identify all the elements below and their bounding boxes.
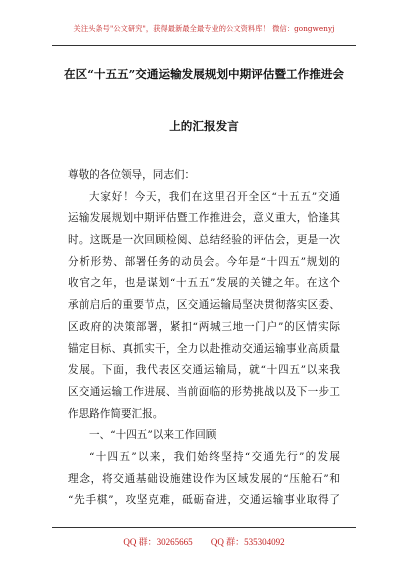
body-line: “先手棋”，攻坚克难，砥砺奋进，交通运输事业取得了 <box>68 494 340 507</box>
header-divider <box>52 45 356 46</box>
body-line: 区交通运输工作进展、当前面临的形势挑战以及下一步工 <box>68 385 340 398</box>
footer-qq-group-1: QQ 群：30265665 <box>123 537 193 547</box>
header-note: 关注头条号"公文研究"，获得最新最全最专业的公文资料库！ 微信：gongwenyj <box>73 24 335 33</box>
section-heading: 一、“十四五”以来工作回顾 <box>89 429 217 442</box>
body-line: “十四五”以来，我们始终坚持“交通先行”的发展 <box>89 450 340 463</box>
document-title-line2: 上的汇报发言 <box>169 119 239 133</box>
document-body <box>68 165 340 512</box>
footer-contact <box>0 535 408 548</box>
body-line: 运输发展规划中期评估暨工作推进会，意义重大，恰逢其 <box>68 212 340 225</box>
body-line: 时。这既是一次回顾检阅、总结经验的评估会，更是一次 <box>68 234 340 247</box>
body-line: 收官之年，也是谋划“十五五”发展的关键之年。在这个 <box>68 277 340 290</box>
body-line: 承前启后的重要节点，区交通运输局坚决贯彻落实区委、 <box>68 299 340 312</box>
body-line: 作思路作简要汇报。 <box>68 407 164 420</box>
body-line: 理念，将交通基础设施建设作为区域发展的“压舱石”和 <box>68 472 340 485</box>
body-line: 发展。下面，我代表区交通运输局，就“十四五”以来我 <box>68 364 340 377</box>
footer-qq-group-2: QQ 群：535304092 <box>210 537 285 547</box>
body-line: 区政府的决策部署，紧扣“两城三地一门户”的区情实际 <box>68 320 340 333</box>
body-line: 锚定目标、真抓实干，全力以赴推动交通运输事业高质量 <box>68 342 340 355</box>
footer-divider <box>52 527 356 528</box>
body-line-salutation: 尊敬的各位领导，同志们： <box>68 169 196 181</box>
body-line: 大家好！今天，我们在这里召开全区“十五五”交通 <box>89 190 340 203</box>
body-line: 分析形势、部署任务的动员会。今年是“十四五”规划的 <box>68 255 340 268</box>
document-title-line1: 在区“十五五”交通运输发展规划中期评估暨工作推进会 <box>64 67 344 81</box>
